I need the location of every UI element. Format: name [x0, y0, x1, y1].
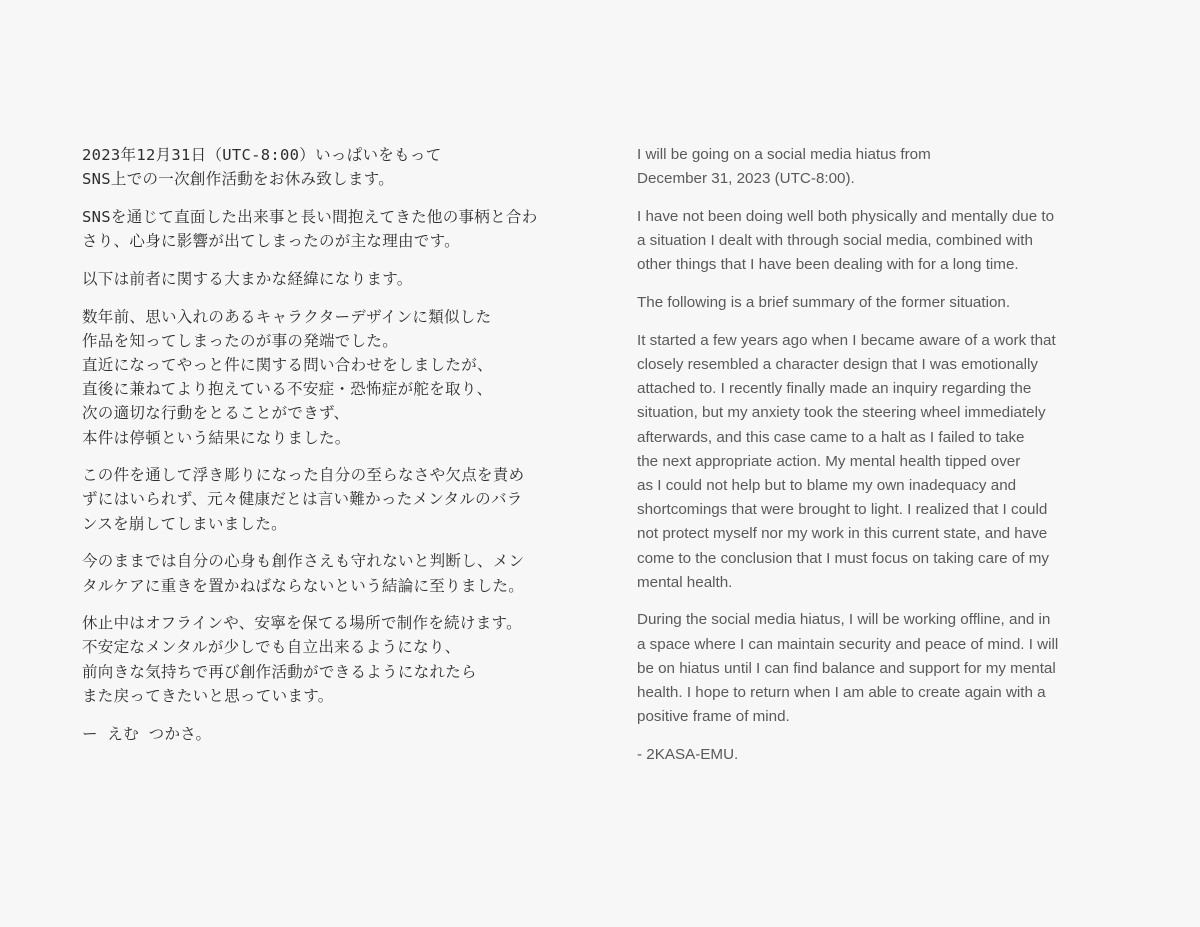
ja-paragraph-reason — [82, 205, 572, 253]
ja-paragraph-intro — [82, 143, 572, 191]
ja-paragraph-impact — [82, 463, 572, 536]
en-signature — [637, 743, 1117, 767]
en-line: December 31, 2023 (UTC-8:00). — [637, 170, 855, 188]
en-line: not protect myself nor my work in this current state, and have — [637, 525, 1048, 543]
en-line: as I could not help but to blame my own inadequacy and — [637, 476, 1017, 494]
en-line: mental health. — [637, 573, 733, 591]
en-line: closely resembled a character design that I was emotionally — [637, 355, 1038, 373]
en-paragraph-reason — [637, 205, 1117, 278]
en-line: health. I hope to return when I am able to create again with a — [637, 684, 1046, 702]
en-line: a situation I dealt with through social media, combined with — [637, 232, 1033, 250]
en-line: attached to. I recently finally made an inquiry regarding the — [637, 380, 1032, 398]
ja-line: 不安定なメンタルが少しでも自立出来るようになり、 — [82, 638, 461, 657]
en-line: afterwards, and this case came to a halt as I failed to take — [637, 428, 1025, 446]
en-paragraph-background — [637, 329, 1117, 595]
ja-paragraph-plans — [82, 611, 572, 708]
en-line: positive frame of mind. — [637, 708, 790, 726]
ja-paragraph-decision — [82, 549, 572, 597]
en-line: situation, but my anxiety took the steering wheel immediately — [637, 404, 1046, 422]
ja-line: 以下は前者に関する大まかな経緯になります。 — [82, 269, 413, 288]
en-line: I will be going on a social media hiatus from — [637, 146, 931, 163]
ja-line: SNS上での一次創作活動をお休み致します。 — [82, 170, 395, 189]
ja-line: ー えむ つかさ。 — [82, 724, 212, 743]
en-line: It started a few years ago when I became aware of a work that — [637, 331, 1056, 349]
ja-line: 前向きな気持ちで再び創作活動ができるようになれたら — [82, 662, 477, 681]
en-line: the next appropriate action. My mental health tipped over — [637, 452, 1021, 470]
ja-line: 数年前、思い入れのあるキャラクターデザインに類似した — [82, 307, 492, 326]
ja-paragraph-background — [82, 305, 572, 450]
ja-paragraph-summary-lead — [82, 267, 572, 291]
ja-line: 作品を知ってしまったのが事の発端でした。 — [82, 331, 399, 350]
en-paragraph-summary-lead — [637, 291, 1117, 315]
en-line: The following is a brief summary of the former situation. — [637, 294, 1011, 312]
ja-line: 直近になってやっと件に関する問い合わせをしましたが、 — [82, 355, 493, 374]
ja-line: 直後に兼ねてより抱えている不安症・恐怖症が舵を取り、 — [82, 380, 493, 399]
ja-line: 2023年12月31日（UTC-8:00）いっぱいをもって — [82, 146, 442, 164]
en-line: come to the conclusion that I must focus on taking care of my — [637, 549, 1049, 567]
ja-line: タルケアに重きを置かねばならないという結論に至りました。 — [82, 576, 525, 595]
ja-line: 今のままでは自分の心身も創作さえも守れないと判断し、メン — [82, 552, 525, 571]
ja-line: 次の適切な行動をとることができず、 — [82, 404, 350, 423]
en-line: I have not been doing well both physically and mentally due to — [637, 207, 1055, 225]
english-column — [637, 143, 1117, 781]
en-line: other things that I have been dealing with for a long time. — [637, 256, 1019, 274]
en-paragraph-intro — [637, 143, 1117, 191]
en-line: During the social media hiatus, I will be working offline, and in — [637, 611, 1051, 629]
en-line: be on hiatus until I can find balance and support for my mental — [637, 659, 1056, 677]
en-paragraph-plans — [637, 608, 1117, 729]
ja-line: この件を通して浮き彫りになった自分の至らなさや欠点を責め — [82, 466, 525, 485]
ja-line: さり、心身に影響が出てしまったのが主な理由です。 — [82, 232, 460, 251]
ja-line: また戻ってきたいと思っています。 — [82, 686, 334, 705]
en-line: shortcomings that were brought to light. I realized that I could — [637, 501, 1048, 519]
en-line: - 2KASA-EMU. — [637, 745, 739, 763]
ja-signature — [82, 722, 572, 746]
en-line: a space where I can maintain security and peace of mind. I will — [637, 635, 1059, 653]
ja-line: 本件は停頓という結果になりました。 — [82, 428, 351, 447]
ja-line: ずにはいられず、元々健康だとは言い難かったメンタルのバラ — [82, 490, 523, 509]
ja-line: 休止中はオフラインや、安寧を保てる場所で制作を続けます。 — [82, 614, 522, 633]
ja-line: ンスを崩してしまいました。 — [82, 514, 287, 533]
ja-line: SNSを通じて直面した出来事と長い間抱えてきた他の事柄と合わ — [82, 207, 538, 226]
japanese-column — [82, 143, 572, 759]
